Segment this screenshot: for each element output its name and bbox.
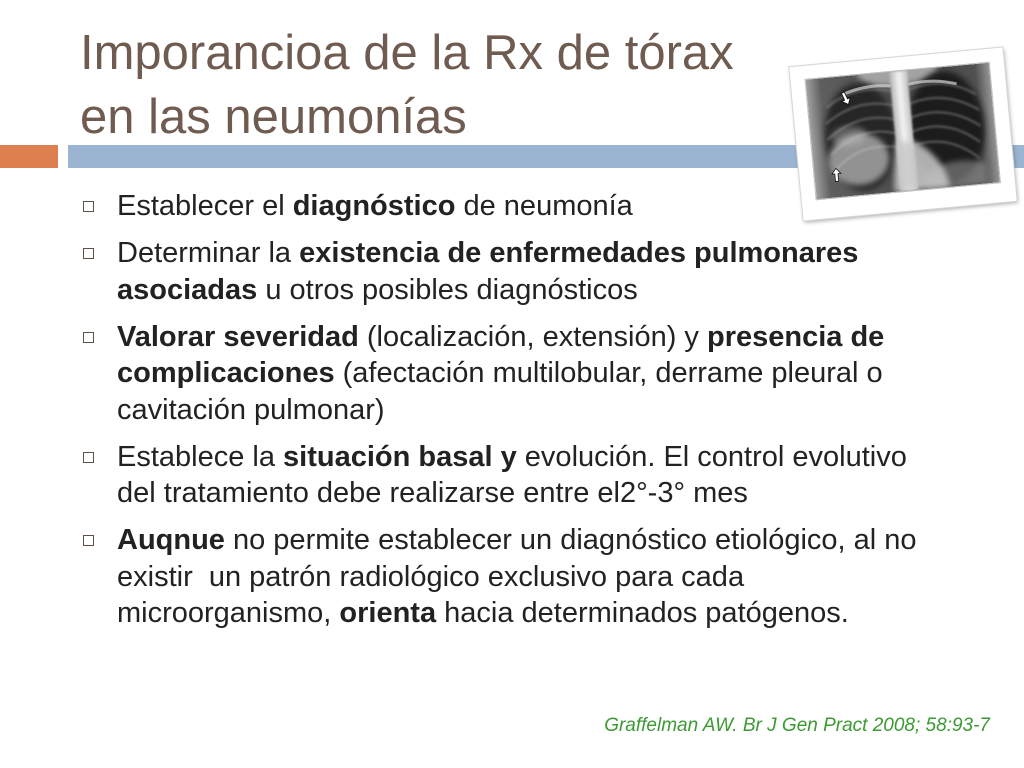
hollow-square-bullet-icon	[83, 332, 94, 343]
bold-text-run: Auqnue	[117, 524, 225, 556]
bold-text-run: existencia de enfermedades pulmonares	[299, 237, 859, 269]
text-run: existir un patrón radiológico exclusivo para cada	[117, 560, 745, 593]
bullet-item	[117, 439, 917, 512]
text-run: cavitación pulmonar)	[117, 393, 385, 426]
text-run: Establece la	[117, 440, 284, 473]
bullet-item	[117, 319, 917, 429]
hollow-square-bullet-icon	[83, 201, 94, 212]
bullet-line	[117, 188, 917, 225]
text-run: Establecer el	[117, 190, 293, 222]
bullet-line	[117, 392, 917, 429]
bold-text-run: situación basal y	[283, 440, 517, 473]
hollow-square-bullet-icon	[83, 535, 94, 546]
bold-text-run: diagnóstico	[292, 190, 456, 222]
bold-text-run: presencia de	[706, 320, 885, 353]
bullet-line	[117, 522, 917, 559]
bullet-item	[117, 188, 917, 225]
accent-bar-orange	[0, 145, 58, 168]
bullet-line	[117, 355, 917, 392]
text-run: (afectación multilobular, derrame pleural o	[334, 357, 883, 389]
bullet-list	[117, 188, 917, 642]
citation-reference: Graffelman AW. Br J Gen Pract 2008; 58:93-7	[604, 715, 990, 736]
bullet-line	[117, 235, 917, 272]
text-run: evolución. El control evolutivo	[516, 440, 907, 473]
text-run: Determinar la	[117, 237, 300, 269]
bullet-line	[117, 439, 917, 476]
bullet-line	[117, 319, 917, 356]
bullet-line	[117, 475, 917, 512]
bold-text-run: complicaciones	[117, 357, 335, 389]
chest-xray-photo-frame	[789, 47, 1016, 220]
bold-text-run: Valorar severidad	[117, 320, 359, 353]
text-run: no permite establecer un diagnóstico etiológico, al no	[224, 524, 917, 556]
bullet-item	[117, 235, 917, 308]
text-run: hacia determinados patógenos.	[436, 597, 849, 629]
text-run: u otros posibles diagnósticos	[257, 273, 638, 306]
text-run: de neumonía	[455, 190, 633, 222]
bullet-line	[117, 272, 917, 309]
title-line-2: en las neumonías	[80, 90, 467, 144]
bullet-line	[117, 595, 917, 632]
bold-text-run: orienta	[339, 597, 437, 629]
bold-text-run: asociadas	[117, 273, 258, 306]
text-run: del tratamiento debe realizarse entre el2°-3° mes	[117, 477, 748, 509]
chest-xray-image	[806, 63, 1000, 199]
bullet-line	[117, 559, 917, 596]
slide-title	[80, 21, 734, 149]
hollow-square-bullet-icon	[83, 452, 94, 463]
text-run: (localización, extensión) y	[358, 320, 707, 353]
title-line-1: Imporancioa de la Rx de tórax	[80, 26, 734, 80]
bullet-item	[117, 522, 917, 632]
hollow-square-bullet-icon	[83, 248, 94, 259]
text-run: microorganismo,	[117, 597, 340, 629]
